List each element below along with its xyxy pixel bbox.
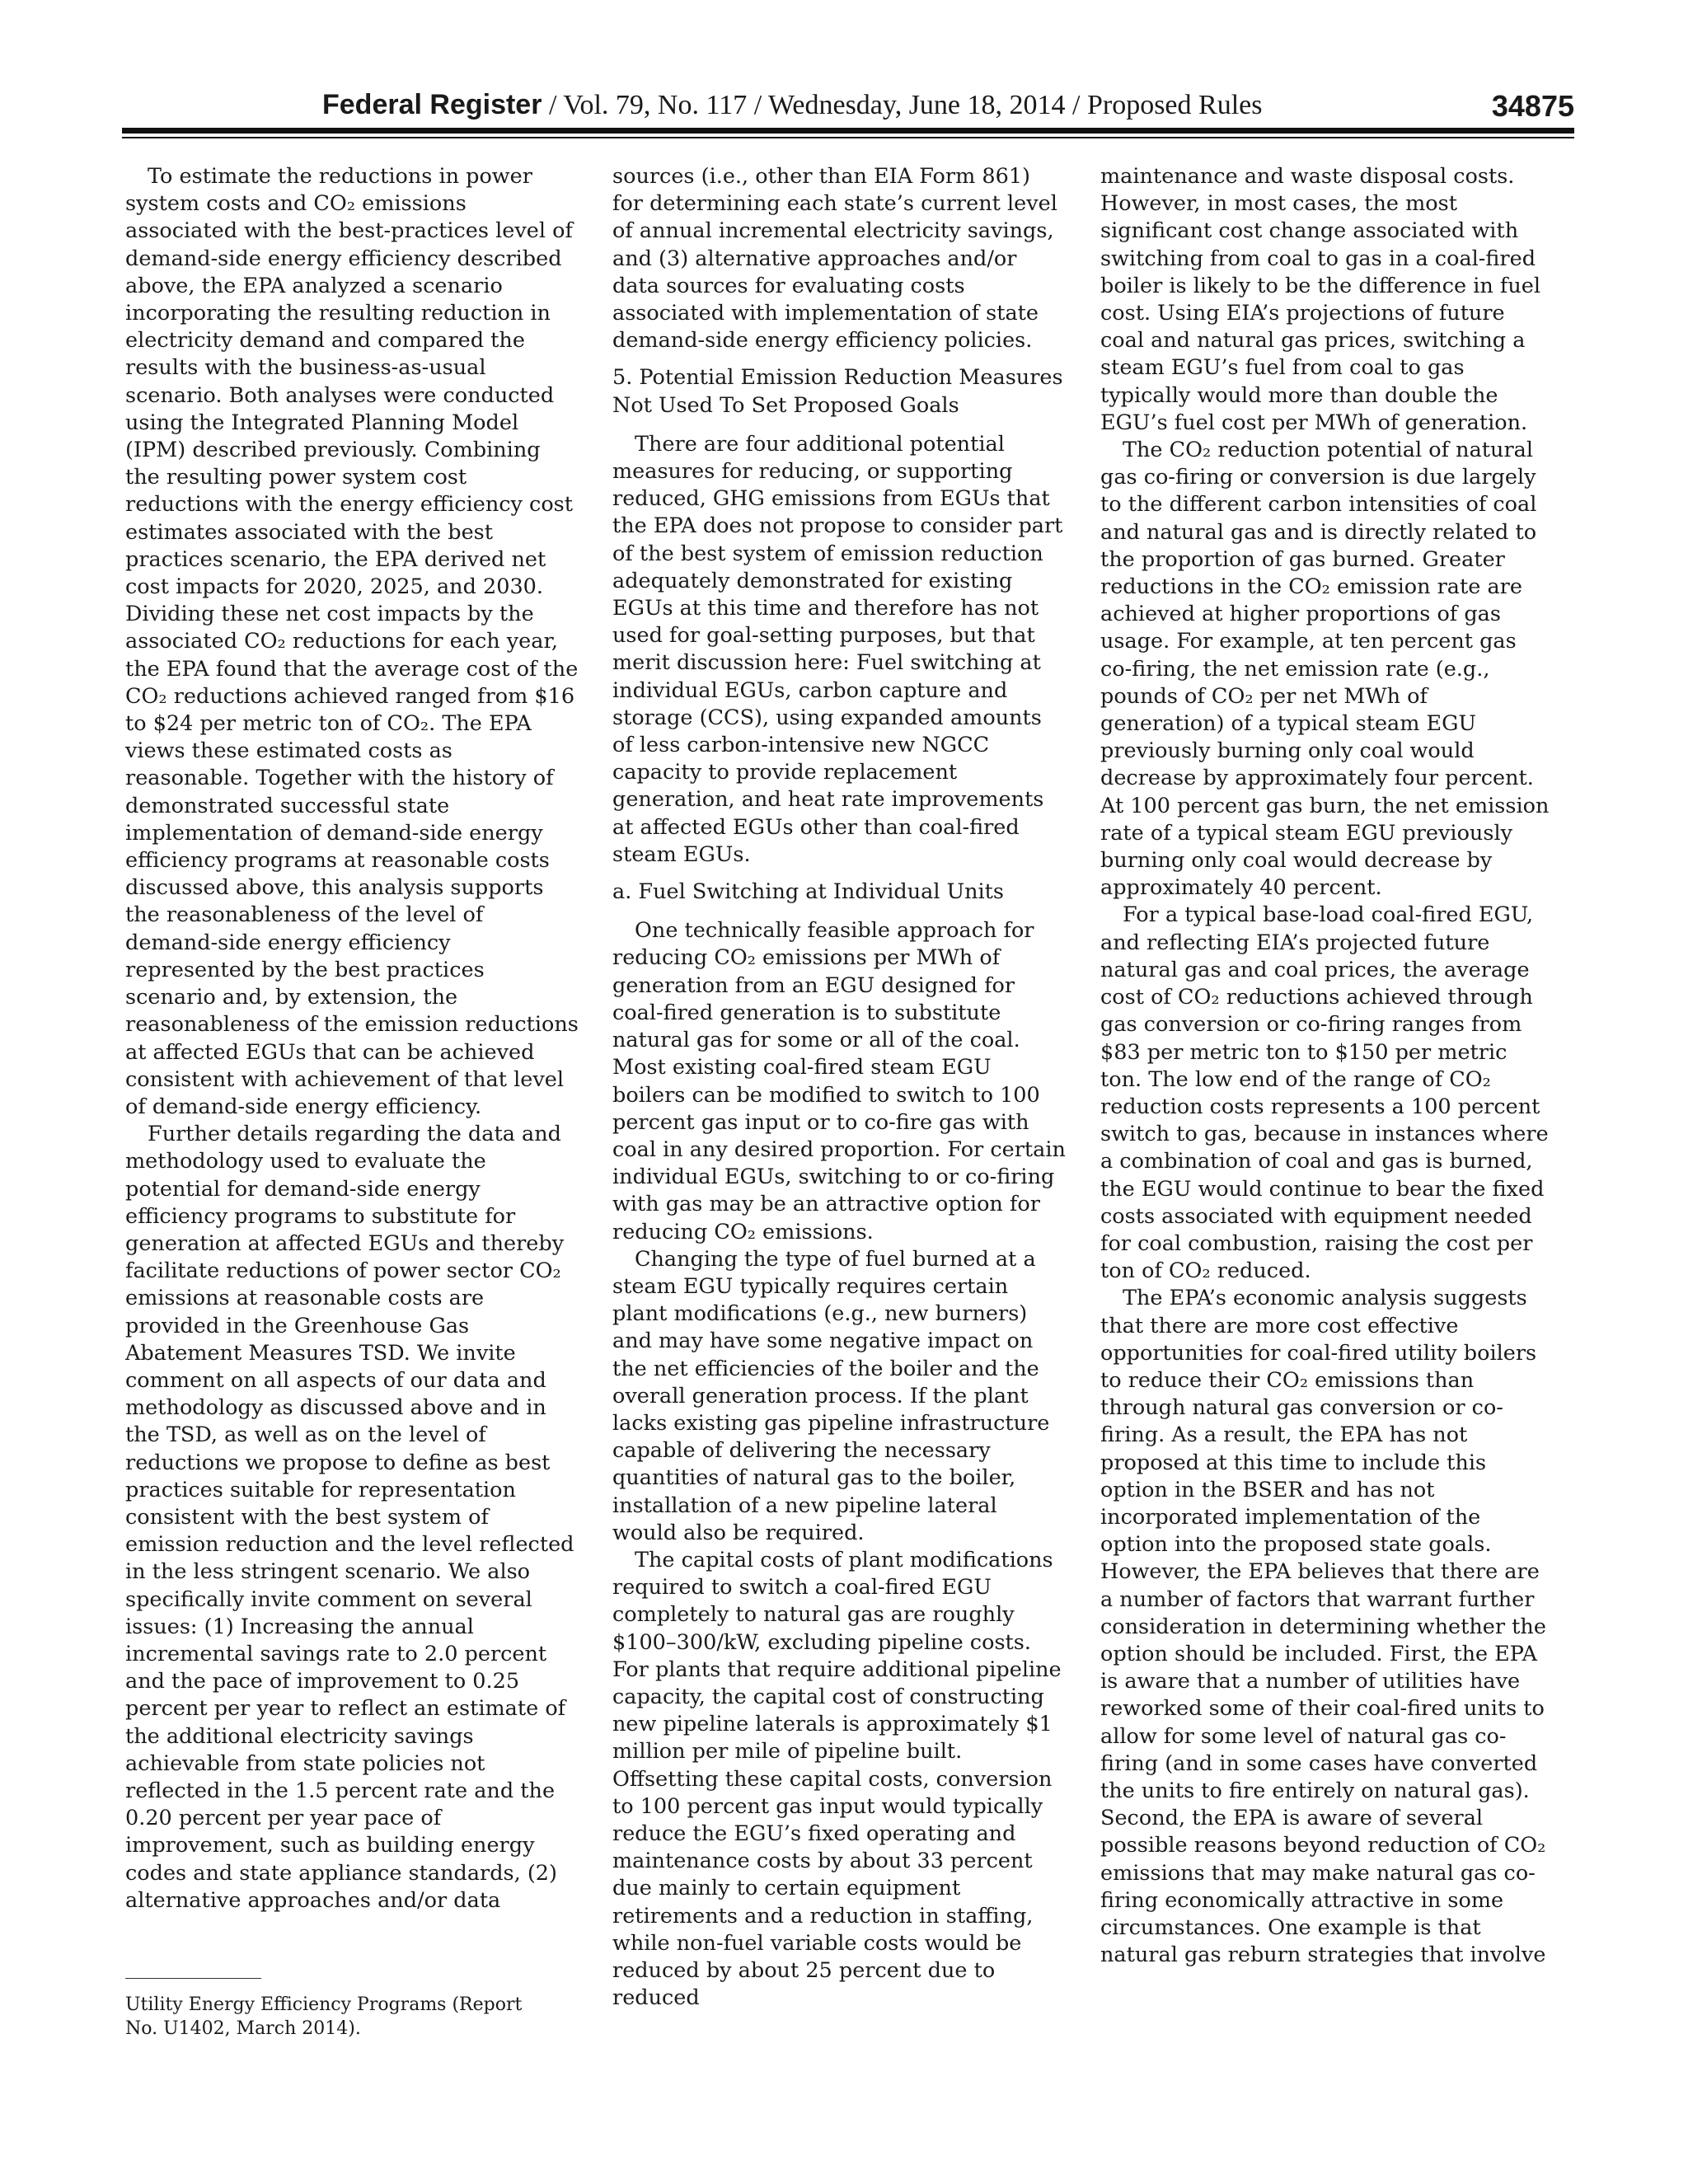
paragraph: The capital costs of plant modifications required to switch a coal-fired EGU completely to natural gas are roughly $100–300/kW, excluding pipeline costs. For plants that require additional pipeline capacity, the capital cost of constructing new pipeline laterals is approximately $1 million per mile of pipeline built. Offsetting these capital costs, conversion to 100 percent gas input would typically reduce the EGU’s fixed operating and maintenance costs by about 33 percent due mainly to certain equipment retirements and a reduction in staffing, while non-fuel variable costs would be reduced by about 25 percent due to reduced [612, 1547, 1062, 2011]
column-2 [612, 163, 1066, 2012]
volume-info: / Vol. 79, No. 117 / Wednesday, June 18, 2014 / Proposed Rules [542, 90, 1263, 120]
paragraph-continued: maintenance and waste disposal costs. However, in most cases, the most significant cost change associated with switching from coal to gas in a coal-fired boiler is likely to be the difference in fuel cost. Using EIA’s projections of future coal and natural gas prices, switching a steam EGU’s fuel from coal to gas typically would more than double the EGU’s fuel cost per MWh of generation. [1100, 164, 1540, 435]
page-header [122, 89, 1574, 130]
paragraph: One technically feasible approach for reducing CO₂ emissions per MWh of generation from an EGU designed for coal-fired generation is to substitute natural gas for some or all of the coal. Most existing coal-fired steam EGU boilers can be modified to switch to 100 percent gas input or to co-fire gas with coal in any desired proportion. For certain individual EGUs, switching to or co-firing with gas may be an attractive option for reducing CO₂ emissions. [612, 918, 1066, 1244]
column-3 [1100, 163, 1554, 1969]
paragraph: There are four additional potential measures for reducing, or supporting reduced, GHG emissions from EGUs that the EPA does not propose to consider part of the best system of emission reduction adequately demonstrated for existing EGUs at this time and therefore has not used for goal-setting purposes, but that merit discussion here: Fuel switching at individual EGUs, carbon capture and storage (CCS), using expanded amounts of less carbon-intensive new NGCC capacity to provide replacement generation, and heat rate improvements at affected EGUs other than coal-fired steam EGUs. [612, 431, 1063, 867]
subsection-heading: a. Fuel Switching at Individual Units [612, 879, 1004, 905]
header-rule-thin [122, 137, 1574, 138]
paragraph: For a typical base-load coal-fired EGU, and reflecting EIA’s projected future natural gas and coal prices, the average cost of CO₂ reductions achieved through gas conversion or co-firing ranges from $83 per metric ton to $150 per metric ton. The low end of the range of CO₂ reduction costs represents a 100 percent switch to gas, because in instances where a combination of coal and gas is burned, the EGU would continue to bear the fixed costs associated with equipment needed for coal combustion, raising the cost per ton of CO₂ reduced. [1100, 902, 1549, 1284]
header-title [322, 89, 1262, 121]
paragraph: To estimate the reductions in power system costs and CO₂ emissions associated with the best-practices level of demand-side energy efficiency described above, the EPA analyzed a scenario incorporating the resulting reduction in electricity demand and compared the results with the business-as-usual scenario. Both analyses were conducted using the Integrated Planning Model (IPM) described previously. Combining the resulting power system cost reductions with the energy efficiency cost estimates associated with the best practices scenario, the EPA derived net cost impacts for 2020, 2025, and 2030. Dividing these net cost impacts by the associated CO₂ reductions for each year, the EPA found that the average cost of the CO₂ reductions achieved ranged from $16 to $24 per metric ton of CO₂. The EPA views these estimated costs as reasonable. Together with the history of demonstrated successful state implementation of demand-side energy efficiency programs at reasonable costs discussed above, this analysis supports the reasonableness of the level of demand-side energy efficiency represented by the best practices scenario and, by extension, the reasonableness of the emission reductions at affected EGUs that can be achieved consistent with achievement of that level of demand-side energy efficiency. [125, 164, 579, 1119]
paragraph: The EPA’s economic analysis suggests that there are more cost effective opportunities for coal-fired utility boilers to reduce their CO₂ emissions than through natural gas conversion or co-firing. As a result, the EPA has not proposed at this time to include this option in the BSER and has not incorporated implementation of the option into the proposed state goals. However, the EPA believes that there are a number of factors that warrant further consideration in determining whether the option should be included. First, the EPA is aware that a number of utilities have reworked some of their coal-fired units to allow for some level of natural gas co-firing (and in some cases have converted the units to fire entirely on natural gas). Second, the EPA is aware of several possible reasons beyond reduction of CO₂ emissions that may make natural gas co-firing economically attractive in some circumstances. One example is that natural gas reburn strategies that involve [1100, 1286, 1546, 1968]
paragraph: Changing the type of fuel burned at a steam EGU typically requires certain plant modifications (e.g., new burners) and may have some negative impact on the net efficiencies of the boiler and the overall generation process. If the plant lacks existing gas pipeline infrastructure capable of delivering the necessary quantities of natural gas to the boiler, installation of a new pipeline lateral would also be required. [612, 1246, 1050, 1545]
journal-name: Federal Register [322, 89, 542, 120]
header-rule-thick [122, 128, 1574, 134]
section-heading: 5. Potential Emission Reduction Measures Not Used To Set Proposed Goals [612, 365, 1063, 418]
footnote-divider [125, 1978, 261, 1979]
paragraph: Further details regarding the data and methodology used to evaluate the potential for demand-side energy efficiency programs to substitute for generation at affected EGUs and thereby facilitate reductions of power sector CO₂ emissions at reasonable costs are provided in the Greenhouse Gas Abatement Measures TSD. We invite comment on all aspects of our data and methodology as discussed above and in the TSD, as well as on the level of reductions we propose to define as best practices suitable for representation consistent with the best system of emission reduction and the level reflected in the less stringent scenario. We also specifically invite comment on several issues: (1) Increasing the annual incremental savings rate to 2.0 percent and the pace of improvement to 0.25 percent per year to reflect an estimate of the additional electricity savings achievable from state policies not reflected in the 1.5 percent rate and the 0.20 percent per year pace of improvement, such as building energy codes and state appliance standards, (2) alternative approaches and/or data [125, 1122, 574, 1913]
page-number: 34875 [1491, 89, 1574, 123]
paragraph: The CO₂ reduction potential of natural gas co-firing or conversion is due largely to the different carbon intensities of coal and natural gas and is directly related to the proportion of gas burned. Greater reductions in the CO₂ emission rate are achieved at higher proportions of gas usage. For example, at ten percent gas co-firing, the net emission rate (e.g., pounds of CO₂ per net MWh of generation) of a typical steam EGU previously burning only coal would decrease by approximately four percent. At 100 percent gas burn, the net emission rate of a typical steam EGU previously burning only coal would decrease by approximately 40 percent. [1100, 438, 1550, 901]
column-1 [125, 163, 579, 1915]
footnote: Utility Energy Efficiency Programs (Report No. U1402, March 2014). [125, 1994, 523, 2039]
paragraph-continued: sources (i.e., other than EIA Form 861) for determining each state’s current level of annual incremental electricity savings, and (3) alternative approaches and/or data sources for evaluating costs associated with implementation of state demand-side energy efficiency policies. [612, 164, 1057, 354]
